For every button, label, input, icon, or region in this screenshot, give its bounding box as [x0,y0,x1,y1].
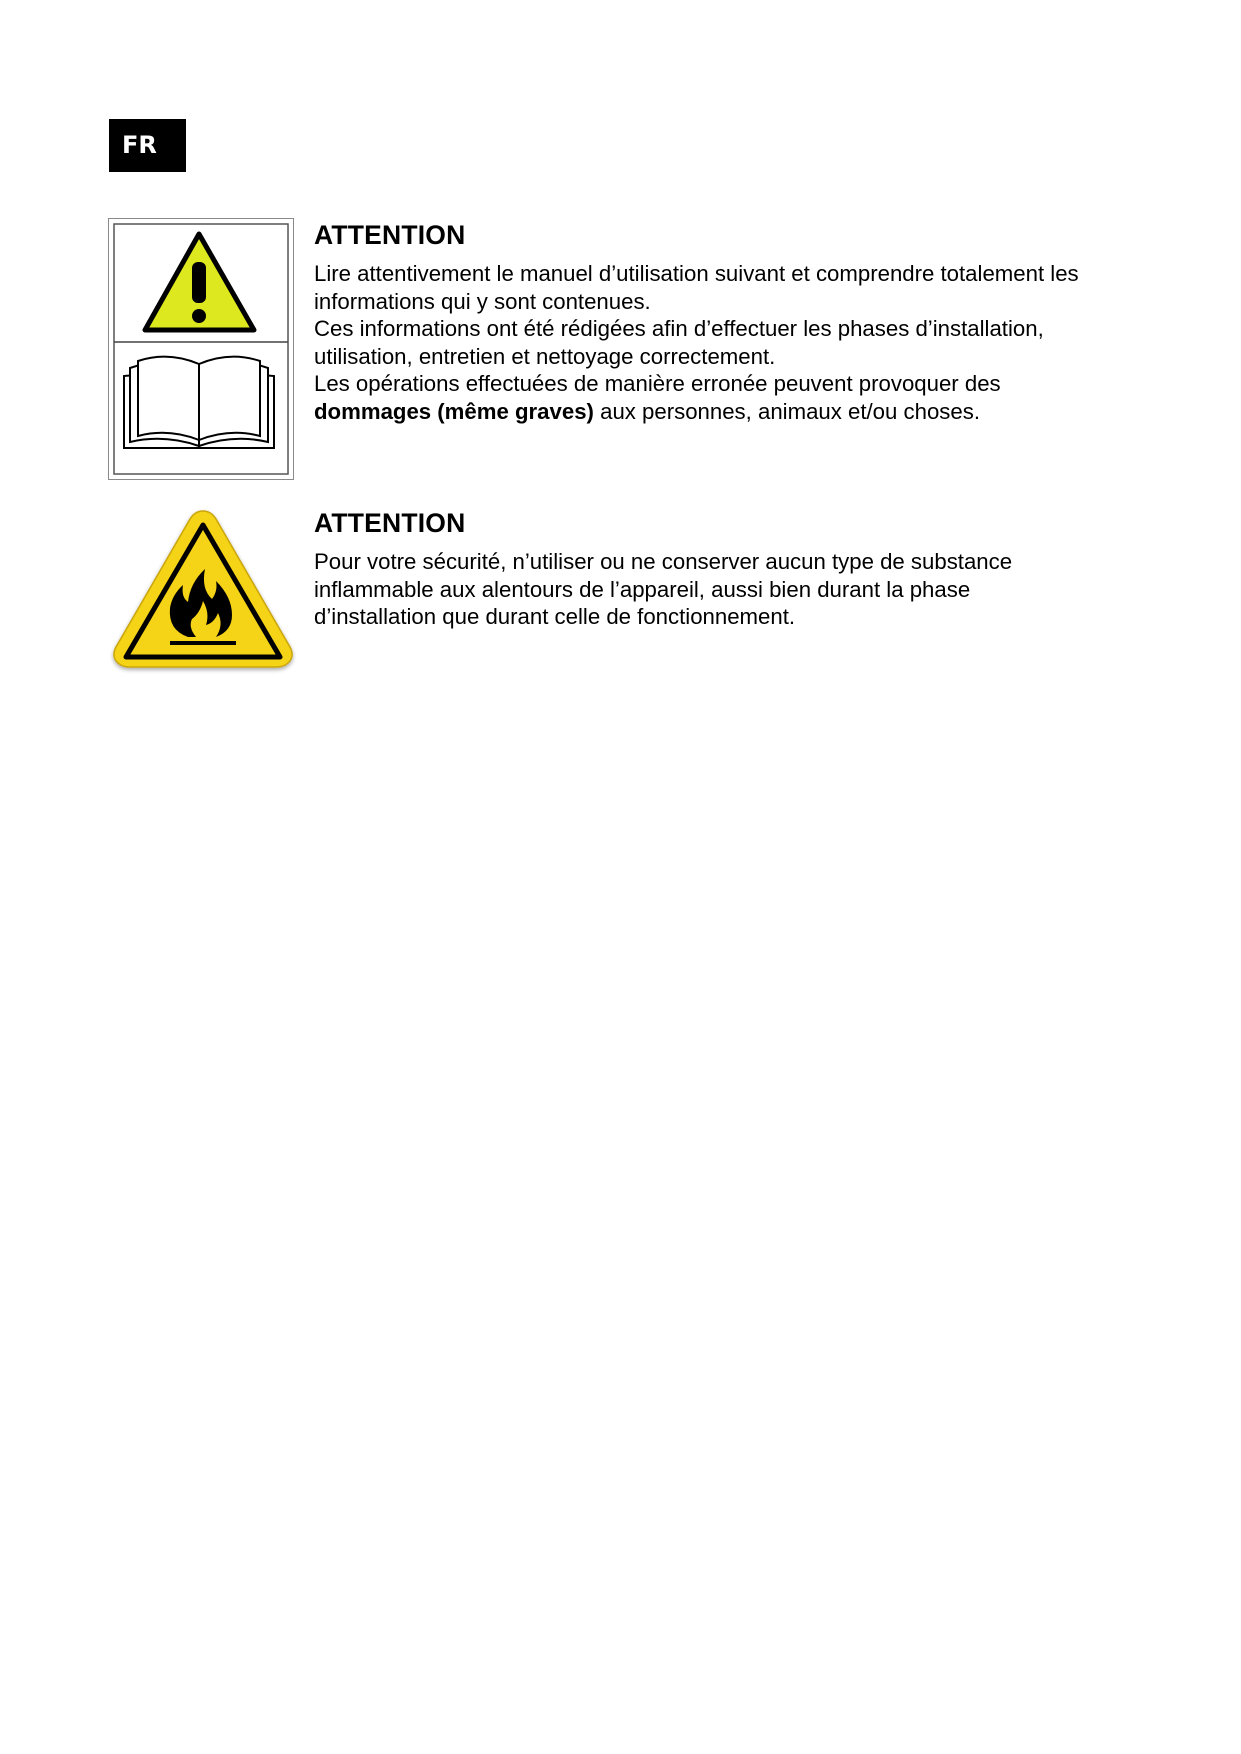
notice-line: Les opérations effectuées de manière erronée peuvent provoquer des [314,371,1001,396]
notice-line: inflammable aux alentours de l’appareil, aussi bien durant la phase [314,576,971,602]
notice-title: ATTENTION [314,508,466,538]
notice-body [314,548,1194,631]
notice-line: Pour votre sécurité, n’utiliser ou ne conserver aucun type de substance [314,549,1013,574]
language-badge: FR [109,119,186,172]
notice-body [314,260,1194,425]
notice-emphasis: dommages (même graves) [314,398,594,424]
flammable-warning-icon [108,505,298,675]
notice-flammable [314,508,1194,631]
notice-line: d’installation que durant celle de fonctionnement. [314,604,796,629]
notice-read-manual [314,220,1194,425]
warning-manual-icon [108,218,294,480]
notice-line: informations qui y sont contenues. [314,288,651,314]
notice-title: ATTENTION [314,220,466,250]
notice-line: aux personnes, animaux et/ou choses. [593,398,980,424]
notice-line: Lire attentivement le manuel d’utilisation suivant et comprendre totalement les [314,261,1079,286]
notice-line: utilisation, entretien et nettoyage correctement. [314,343,776,369]
notice-line: Ces informations ont été rédigées afin d’effectuer les phases d’installation, [314,316,1044,341]
